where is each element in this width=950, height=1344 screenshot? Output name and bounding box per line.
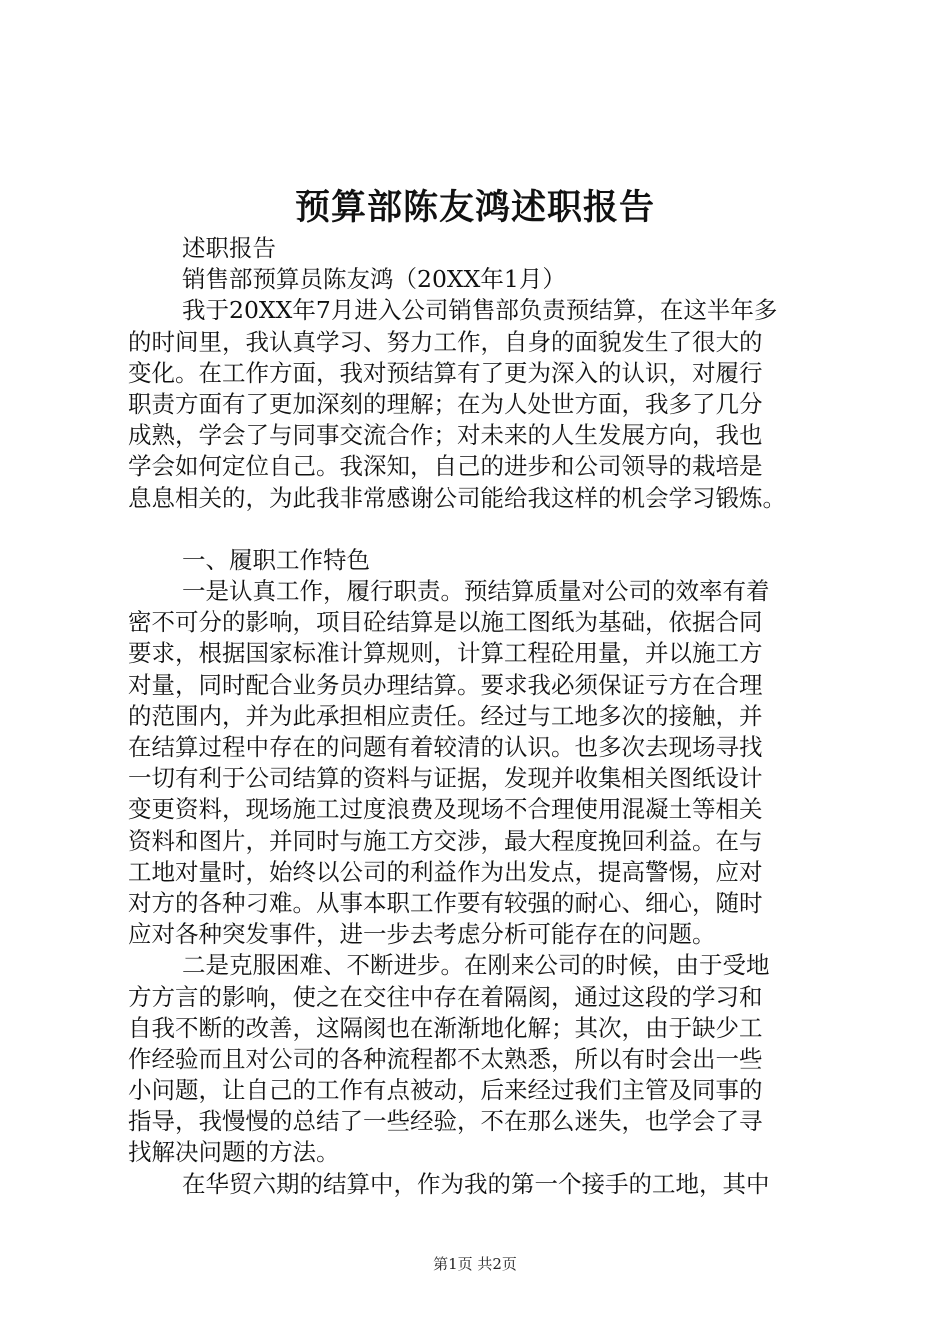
paragraph-line: 指导，我慢慢的总结了一些经验，不在那么迷失，也学会了寻 (128, 1107, 763, 1136)
paragraph-line: 密不可分的影响，项目砼结算是以施工图纸为基础，依据合同 (128, 608, 763, 637)
paragraph-line: 学会如何定位自己。我深知，自己的进步和公司领导的栽培是 (128, 452, 763, 481)
paragraph-line: 找解决问题的方法。 (128, 1138, 340, 1167)
paragraph-line: 职责方面有了更加深刻的理解；在为人处世方面，我多了几分 (128, 389, 763, 418)
paragraph-line: 在华贸六期的结算中，作为我的第一个接手的工地，其中 (182, 1169, 770, 1198)
paragraph-line: 对量，同时配合业务员办理结算。要求我必须保证亏方在合理 (128, 670, 763, 699)
paragraph-line: 一切有利于公司结算的资料与证据，发现并收集相关图纸设计 (128, 764, 763, 793)
paragraph-line: 销售部预算员陈友鸿（20XX年1月） (182, 265, 566, 294)
paragraph-line: 方方言的影响，使之在交往中存在着隔阂，通过这段的学习和 (128, 982, 763, 1011)
paragraph-line: 小问题，让自己的工作有点被动，后来经过我们主管及同事的 (128, 1076, 763, 1105)
paragraph-line: 资料和图片，并同时与施工方交涉，最大程度挽回利益。在与 (128, 826, 763, 855)
paragraph-line: 应对各种突发事件，进一步去考虑分析可能存在的问题。 (128, 920, 716, 949)
page-title: 预算部陈友鸿述职报告 (294, 187, 655, 228)
paragraph-line: 变更资料，现场施工过度浪费及现场不合理使用混凝土等相关 (128, 795, 763, 824)
page-footer: 第1页 共2页 (433, 1255, 517, 1273)
paragraph-line: 述职报告 (182, 234, 276, 262)
paragraph-line: 变化。在工作方面，我对预结算有了更为深入的认识，对履行 (128, 358, 763, 387)
section-heading: 一、履职工作特色 (182, 545, 370, 574)
paragraph-line: 的时间里，我认真学习、努力工作，自身的面貌发生了很大的 (128, 327, 763, 356)
paragraph-line: 自我不断的改善，这隔阂也在渐渐地化解；其次，由于缺少工 (128, 1013, 763, 1042)
paragraph-line: 在结算过程中存在的问题有着较清的认识。也多次去现场寻找 (128, 733, 763, 761)
document-body (128, 233, 840, 1200)
paragraph-line: 对方的各种刁难。从事本职工作要有较强的耐心、细心，随时 (128, 888, 763, 917)
paragraph-line: 一是认真工作，履行职责。预结算质量对公司的效率有着 (182, 577, 770, 606)
paragraph-line: 二是克服困难、不断进步。在刚来公司的时候，由于受地 (182, 951, 770, 980)
paragraph-line: 工地对量时，始终以公司的利益作为出发点，提高警惕，应对 (128, 857, 763, 886)
paragraph-line: 的范围内，并为此承担相应责任。经过与工地多次的接触，并 (128, 701, 763, 730)
paragraph-line: 要求，根据国家标准计算规则，计算工程砼用量，并以施工方 (128, 639, 763, 668)
paragraph-line: 我于20XX年7月进入公司销售部负责预结算，在这半年多 (182, 296, 778, 325)
blank-line (128, 514, 840, 545)
paragraph-line: 息息相关的，为此我非常感谢公司能给我这样的机会学习锻炼。 (128, 483, 786, 512)
paragraph-line: 成熟，学会了与同事交流合作；对未来的人生发展方向，我也 (128, 421, 763, 450)
paragraph-line: 作经验而且对公司的各种流程都不太熟悉，所以有时会出一些 (128, 1044, 763, 1073)
